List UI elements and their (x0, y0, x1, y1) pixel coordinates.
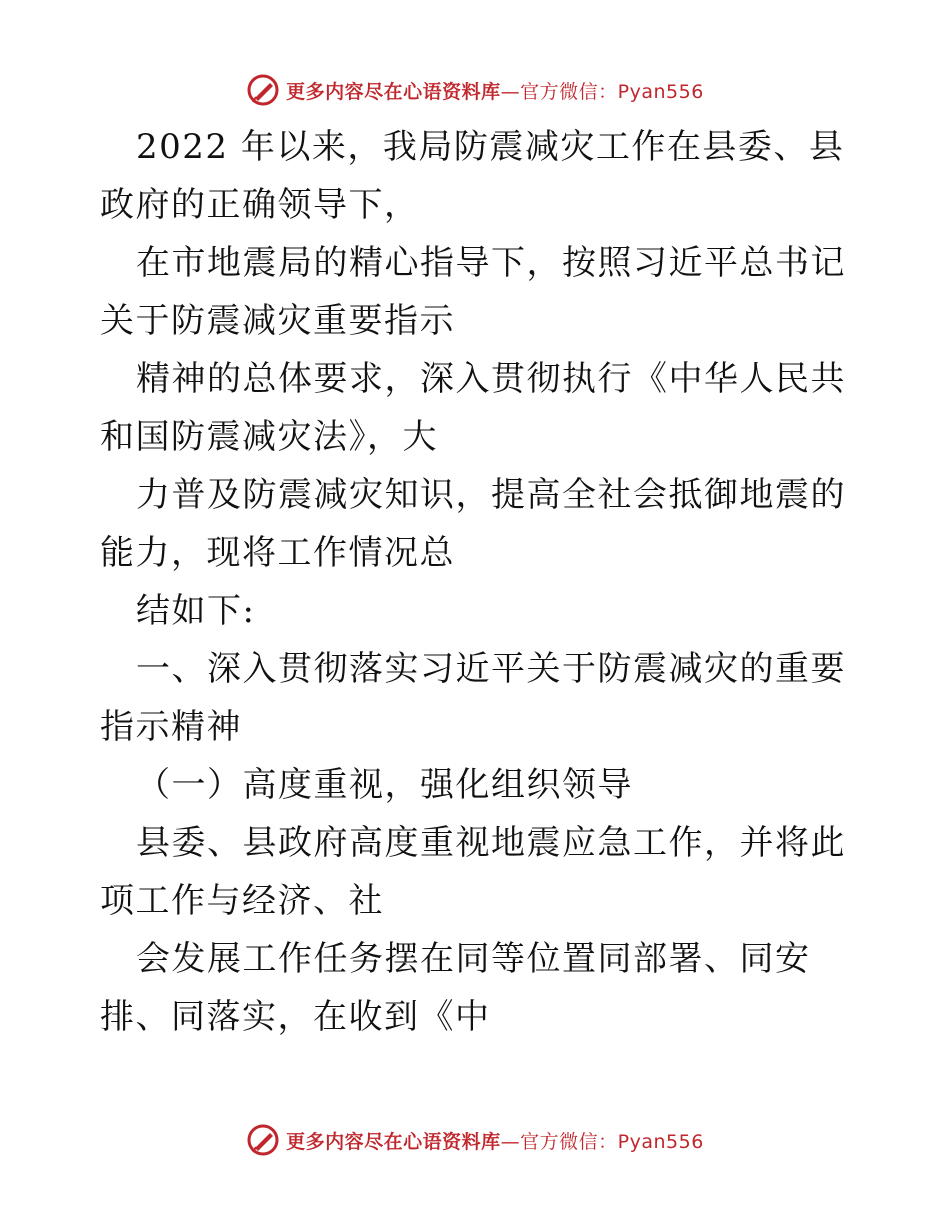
header-watermark (0, 70, 950, 110)
footer-watermark (0, 1120, 950, 1160)
watermark-text (286, 1127, 704, 1154)
subsection-heading: （一）高度重视，强化组织领导 (136, 765, 633, 805)
watermark-contact: 官方微信：Pyan556 (520, 80, 704, 103)
paragraph: 精神的总体要求，深入贯彻执行《中华人民共和国防震减灾法》，大 (100, 359, 846, 457)
watermark-brand: 更多内容尽在心语资料库 (286, 1130, 501, 1153)
watermark-dash: — (500, 1130, 521, 1153)
paragraph: 会发展工作任务摆在同等位置同部署、同安排、同落实，在收到《中 (100, 939, 811, 1037)
watermark-contact: 官方微信：Pyan556 (520, 1130, 704, 1153)
paragraph: 在市地震局的精心指导下，按照习近平总书记关于防震减灾重要指示 (100, 243, 846, 341)
paragraph: 结如下: (136, 591, 256, 631)
paragraph: 力普及防震减灾知识，提高全社会抵御地震的能力，现将工作情况总 (100, 475, 846, 573)
quill-logo-icon (246, 1123, 280, 1157)
paragraph: 县委、县政府高度重视地震应急工作，并将此项工作与经济、社 (100, 823, 846, 921)
watermark-brand: 更多内容尽在心语资料库 (286, 80, 501, 103)
watermark-text (286, 77, 704, 104)
document-body (100, 118, 860, 1046)
watermark-dash: — (500, 80, 521, 103)
section-heading: 一、深入贯彻落实习近平关于防震减灾的重要指示精神 (100, 649, 846, 747)
paragraph: 2022 年以来，我局防震减灾工作在县委、县政府的正确领导下， (100, 127, 845, 225)
quill-logo-icon (246, 73, 280, 107)
